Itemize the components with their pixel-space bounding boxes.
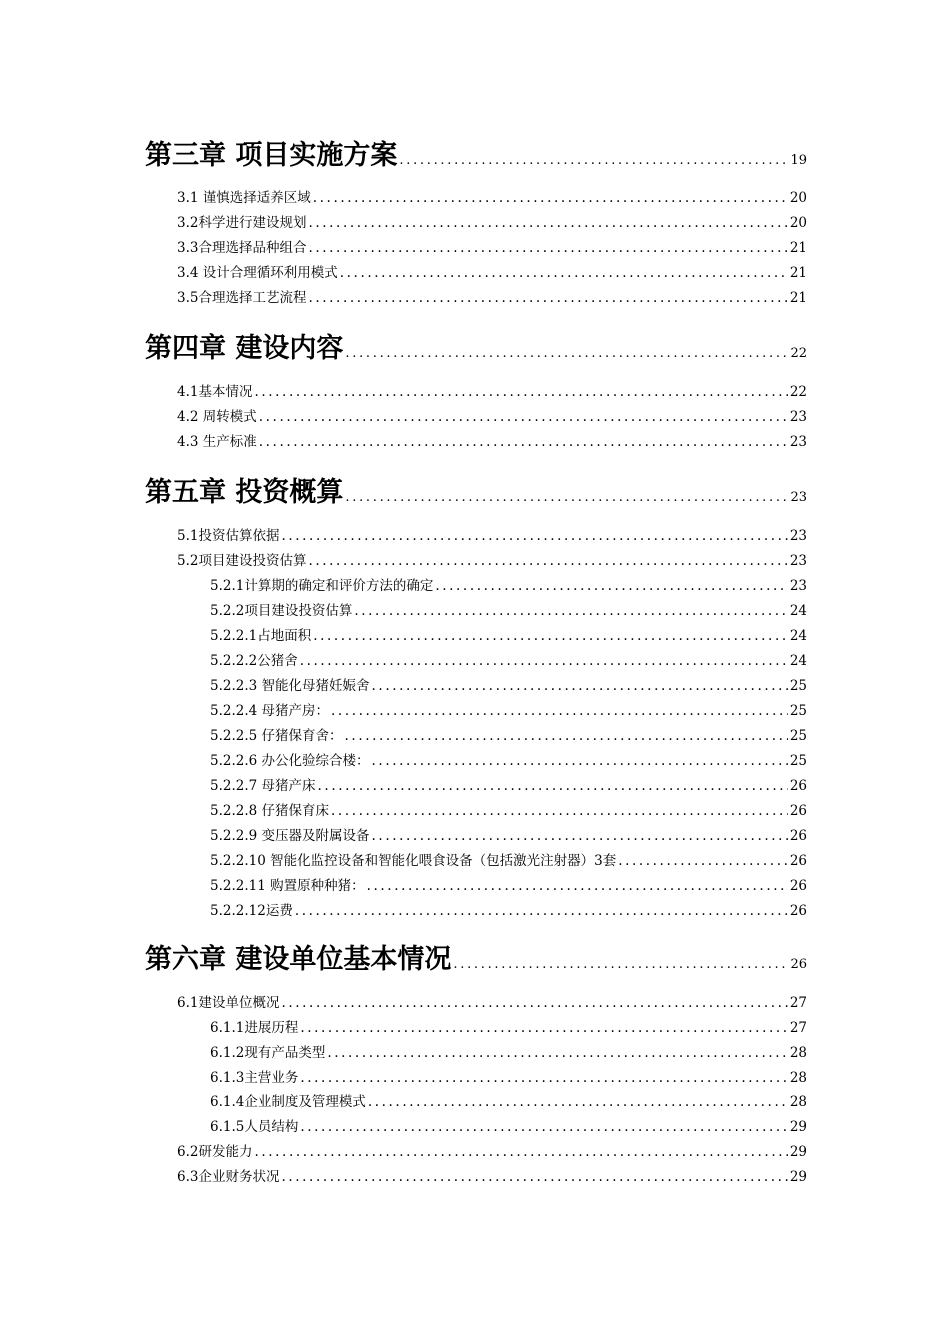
toc-leader xyxy=(372,828,788,844)
toc-leader xyxy=(254,384,787,400)
toc-leader xyxy=(372,753,788,769)
toc-entry[interactable] xyxy=(210,824,807,844)
toc-leader xyxy=(254,1144,787,1160)
toc-entry[interactable] xyxy=(177,261,807,281)
toc-leader xyxy=(313,628,788,644)
toc-label: 3.3合理选择品种组合 xyxy=(177,240,307,256)
toc-page-number: 21 xyxy=(789,265,807,281)
toc-page-number: 29 xyxy=(789,1169,807,1185)
toc-entry[interactable] xyxy=(210,1090,807,1110)
toc-label: 4.1基本情况 xyxy=(177,384,253,400)
toc-label: 5.2项目建设投资估算 xyxy=(177,553,307,569)
toc-page-number: 23 xyxy=(789,553,807,569)
toc-page-number: 21 xyxy=(789,290,807,306)
toc-leader xyxy=(308,215,787,231)
toc-page-number: 26 xyxy=(790,957,807,972)
toc-page-number: 26 xyxy=(789,778,807,794)
toc-page-number: 27 xyxy=(789,995,807,1011)
toc-leader xyxy=(308,240,787,256)
toc-entry[interactable] xyxy=(177,549,807,569)
toc-label: 5.2.2.7 母猪产床 xyxy=(210,778,316,794)
toc-leader xyxy=(318,778,788,794)
toc-chapter-3[interactable] xyxy=(145,133,807,172)
toc-label: 5.2.2.6 办公化验综合楼： xyxy=(210,753,370,769)
toc-leader xyxy=(300,1020,787,1036)
toc-entry[interactable] xyxy=(210,1115,807,1135)
toc-page-number: 25 xyxy=(789,728,807,744)
toc-label: 第三章 项目实施方案 xyxy=(145,140,398,171)
toc-entry[interactable] xyxy=(210,899,807,919)
toc-label: 5.2.2.5 仔猪保育舍： xyxy=(210,728,343,744)
toc-leader xyxy=(354,603,787,619)
toc-entry[interactable] xyxy=(210,874,807,894)
toc-page-number: 26 xyxy=(789,903,807,919)
toc-label: 5.2.2.10 智能化监控设备和智能化喂食设备（包括激光注射器）3套 xyxy=(210,853,617,869)
toc-page-number: 23 xyxy=(789,528,807,544)
toc-page-number: 28 xyxy=(789,1094,807,1110)
toc-label: 5.2.2.4 母猪产房： xyxy=(210,703,330,719)
toc-page-number: 29 xyxy=(789,1144,807,1160)
toc-leader xyxy=(345,346,788,361)
toc-label: 6.1.4企业制度及管理模式 xyxy=(210,1094,366,1110)
toc-label: 6.1.1进展历程 xyxy=(210,1020,299,1036)
toc-page-number: 23 xyxy=(789,434,807,450)
toc-leader xyxy=(435,578,787,594)
toc-leader xyxy=(368,1094,788,1110)
toc-entry[interactable] xyxy=(177,186,807,206)
toc-entry[interactable] xyxy=(177,430,807,450)
toc-page-number: 26 xyxy=(789,828,807,844)
toc-chapter-6[interactable] xyxy=(145,937,807,976)
toc-label: 5.2.2.8 仔猪保育床 xyxy=(210,803,330,819)
toc-leader xyxy=(300,653,788,669)
toc-label: 第四章 建设内容 xyxy=(145,333,344,364)
toc-page-number: 26 xyxy=(789,803,807,819)
toc-page-number: 23 xyxy=(789,578,807,594)
toc-leader xyxy=(331,803,788,819)
toc-entry[interactable] xyxy=(177,1140,807,1160)
toc-page-number: 21 xyxy=(789,240,807,256)
toc-leader xyxy=(281,1169,787,1185)
toc-label: 4.2 周转模式 xyxy=(177,409,257,425)
toc-chapter-4[interactable] xyxy=(145,326,807,365)
toc-page-number: 24 xyxy=(789,653,807,669)
toc-label: 6.1建设单位概况 xyxy=(177,995,280,1011)
toc-entry[interactable] xyxy=(177,211,807,231)
toc-page-number: 24 xyxy=(789,628,807,644)
toc-leader xyxy=(308,290,787,306)
toc-page-number: 29 xyxy=(789,1119,807,1135)
toc-entry[interactable] xyxy=(177,236,807,256)
toc-entry[interactable] xyxy=(210,799,807,819)
toc-page-number: 20 xyxy=(789,190,807,206)
toc-label: 第六章 建设单位基本情况 xyxy=(145,944,452,975)
toc-label: 3.4 设计合理循环利用模式 xyxy=(177,265,338,281)
toc-entry[interactable] xyxy=(177,1165,807,1185)
toc-leader xyxy=(281,995,787,1011)
toc-label: 3.1 谨慎选择适养区域 xyxy=(177,190,311,206)
toc-entry[interactable] xyxy=(210,1041,807,1061)
toc-entry[interactable] xyxy=(210,624,807,644)
toc-page-number: 22 xyxy=(790,346,807,361)
toc-entry[interactable] xyxy=(210,674,807,694)
toc-label: 5.2.2项目建设投资估算 xyxy=(210,603,353,619)
toc-entry[interactable] xyxy=(210,749,807,769)
toc-label: 4.3 生产标准 xyxy=(177,434,257,450)
toc-label: 5.2.2.12运费 xyxy=(210,903,293,919)
toc-page-number: 27 xyxy=(789,1020,807,1036)
toc-leader xyxy=(453,957,788,972)
toc-page-number: 22 xyxy=(789,384,807,400)
toc-label: 6.1.5人员结构 xyxy=(210,1119,299,1135)
toc-label: 6.1.3主营业务 xyxy=(210,1070,299,1086)
toc-entry[interactable] xyxy=(210,649,807,669)
toc-page-number: 19 xyxy=(790,153,807,168)
toc-leader xyxy=(308,553,787,569)
toc-page-number: 25 xyxy=(789,753,807,769)
toc-label: 5.2.2.9 变压器及附属设备 xyxy=(210,828,370,844)
toc-label: 第五章 投资概算 xyxy=(145,477,344,508)
toc-leader xyxy=(618,853,788,869)
toc-label: 5.2.2.3 智能化母猪妊娠舍 xyxy=(210,678,370,694)
toc-entry[interactable] xyxy=(210,849,807,869)
toc-page-number: 20 xyxy=(789,215,807,231)
toc-page-number: 25 xyxy=(789,678,807,694)
toc-label: 6.2研发能力 xyxy=(177,1144,253,1160)
toc-page-number: 23 xyxy=(790,490,807,505)
toc-page-number: 28 xyxy=(789,1070,807,1086)
toc-page-number: 26 xyxy=(789,878,807,894)
toc-entry[interactable] xyxy=(210,599,807,619)
toc-entry[interactable] xyxy=(210,574,807,594)
toc-leader xyxy=(367,878,788,894)
toc-label: 3.2科学进行建设规划 xyxy=(177,215,307,231)
toc-leader xyxy=(300,1070,787,1086)
toc-entry[interactable] xyxy=(210,699,807,719)
toc-page-number: 24 xyxy=(789,603,807,619)
toc-leader xyxy=(345,490,788,505)
toc-entry[interactable] xyxy=(177,380,807,400)
toc-leader xyxy=(327,1045,787,1061)
toc-leader xyxy=(345,728,788,744)
toc-page-number: 23 xyxy=(789,409,807,425)
toc-leader xyxy=(259,434,788,450)
toc-leader xyxy=(372,678,788,694)
toc-entry[interactable] xyxy=(177,524,807,544)
toc-entry[interactable] xyxy=(210,1016,807,1036)
toc-leader xyxy=(331,703,788,719)
toc-label: 6.3企业财务状况 xyxy=(177,1169,280,1185)
toc-label: 5.1投资估算依据 xyxy=(177,528,280,544)
toc-entry[interactable] xyxy=(210,724,807,744)
toc-label: 6.1.2现有产品类型 xyxy=(210,1045,326,1061)
toc-label: 5.2.1计算期的确定和评价方法的确定 xyxy=(210,578,434,594)
toc-entry[interactable] xyxy=(210,774,807,794)
toc-leader xyxy=(300,1119,787,1135)
toc-label: 3.5合理选择工艺流程 xyxy=(177,290,307,306)
toc-leader xyxy=(295,903,788,919)
toc-label: 5.2.2.2公猪舍 xyxy=(210,653,298,669)
toc-leader xyxy=(281,528,787,544)
toc-entry[interactable] xyxy=(210,1066,807,1086)
toc-leader xyxy=(313,190,788,206)
toc-chapter-5[interactable] xyxy=(145,470,807,509)
toc-leader xyxy=(340,265,788,281)
toc-page-number: 26 xyxy=(789,853,807,869)
toc-leader xyxy=(399,153,788,168)
toc-page-number: 28 xyxy=(789,1045,807,1061)
toc-entry[interactable] xyxy=(177,405,807,425)
toc-label: 5.2.2.1占地面积 xyxy=(210,628,312,644)
toc-leader xyxy=(259,409,788,425)
toc-entry[interactable] xyxy=(177,991,807,1011)
toc-label: 5.2.2.11 购置原种种猪： xyxy=(210,878,365,894)
toc-entry[interactable] xyxy=(177,286,807,306)
toc-page-number: 25 xyxy=(789,703,807,719)
